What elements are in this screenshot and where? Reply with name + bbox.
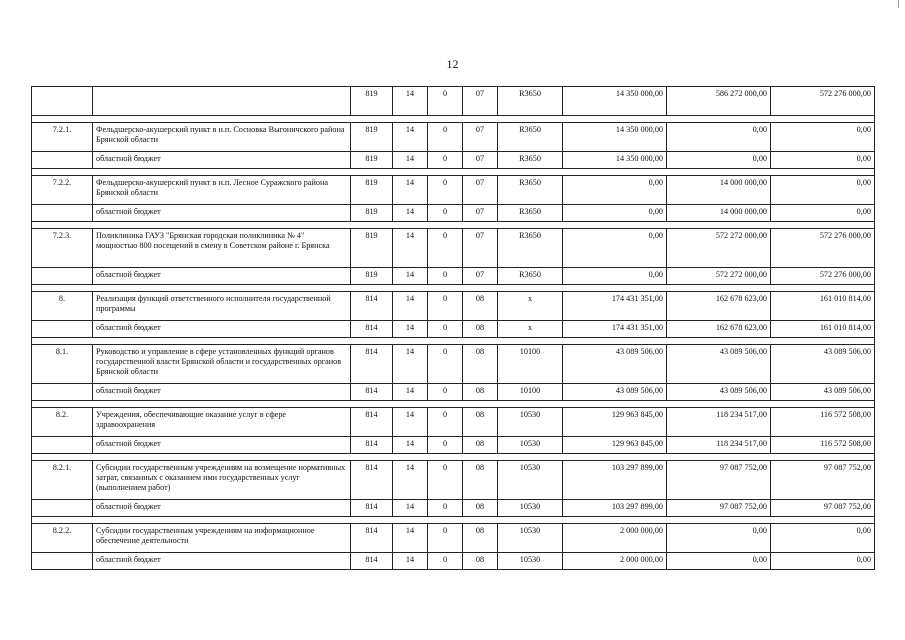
row-name-cell: областной бюджет bbox=[93, 321, 351, 338]
table-row bbox=[32, 87, 875, 116]
target-article-cell: R3650 bbox=[498, 205, 563, 222]
spacer-cell bbox=[563, 401, 667, 408]
spacer-cell bbox=[351, 401, 393, 408]
amount-year2-cell: 572 272 000,00 bbox=[667, 229, 771, 268]
spacer-cell bbox=[351, 116, 393, 123]
amount-year1-cell: 0,00 bbox=[563, 229, 667, 268]
amount-year3-cell: 43 089 506,00 bbox=[771, 345, 875, 384]
spacer-cell bbox=[428, 454, 463, 461]
row-name-cell: областной бюджет bbox=[93, 268, 351, 285]
spacer-cell bbox=[667, 454, 771, 461]
subsection-cell: 0 bbox=[428, 384, 463, 401]
amount-year2-cell: 572 272 000,00 bbox=[667, 268, 771, 285]
subprogram-cell: 08 bbox=[463, 408, 498, 437]
subsection-cell: 0 bbox=[428, 123, 463, 152]
spacer-cell bbox=[667, 401, 771, 408]
spacer-cell bbox=[393, 169, 428, 176]
row-name-cell: Фельдшерско-акушерский пункт в н.п. Сосновка Выгоничского района Брянской области bbox=[93, 123, 351, 152]
spacer-cell bbox=[393, 401, 428, 408]
amount-year3-cell: 572 276 000,00 bbox=[771, 268, 875, 285]
subsection-cell: 0 bbox=[428, 292, 463, 321]
target-article-cell: R3650 bbox=[498, 176, 563, 205]
target-article-cell: 10530 bbox=[498, 437, 563, 454]
budget-code-cell: 814 bbox=[351, 437, 393, 454]
section-cell: 14 bbox=[393, 524, 428, 553]
row-number-cell bbox=[32, 384, 93, 401]
spacer-cell bbox=[393, 454, 428, 461]
amount-year2-cell: 14 000 000,00 bbox=[667, 205, 771, 222]
target-article-cell: 10530 bbox=[498, 408, 563, 437]
spacer-cell bbox=[351, 454, 393, 461]
spacer-cell bbox=[32, 454, 93, 461]
spacer-cell bbox=[771, 338, 875, 345]
row-spacer bbox=[32, 338, 875, 345]
subsection-cell: 0 bbox=[428, 345, 463, 384]
amount-year3-cell: 43 089 506,00 bbox=[771, 384, 875, 401]
subprogram-cell: 08 bbox=[463, 292, 498, 321]
row-number-cell bbox=[32, 437, 93, 454]
subprogram-cell: 07 bbox=[463, 123, 498, 152]
spacer-cell bbox=[428, 401, 463, 408]
spacer-cell bbox=[463, 169, 498, 176]
budget-source-row bbox=[32, 384, 875, 401]
spacer-cell bbox=[498, 454, 563, 461]
row-name-cell: Руководство и управление в сфере установленных функций органов государственной власти Брянской области и государственных органов Брянской области bbox=[93, 345, 351, 384]
target-article-cell: 10100 bbox=[498, 345, 563, 384]
amount-year2-cell: 14 000 000,00 bbox=[667, 176, 771, 205]
row-number-cell bbox=[32, 87, 93, 116]
spacer-cell bbox=[93, 169, 351, 176]
budget-code-cell: 814 bbox=[351, 461, 393, 500]
row-name-cell: Субсидии государственным учреждениям на информационное обеспечение деятельности bbox=[93, 524, 351, 553]
spacer-cell bbox=[93, 517, 351, 524]
spacer-cell bbox=[563, 169, 667, 176]
page-number: 12 bbox=[446, 57, 459, 71]
subprogram-cell: 07 bbox=[463, 152, 498, 169]
spacer-cell bbox=[393, 285, 428, 292]
section-cell: 14 bbox=[393, 292, 428, 321]
subsection-cell: 0 bbox=[428, 321, 463, 338]
row-number-cell: 8.2. bbox=[32, 408, 93, 437]
subsection-cell: 0 bbox=[428, 176, 463, 205]
row-name-cell: Фельдшерско-акушерский пункт в н.п. Лесное Суражского района Брянской области bbox=[93, 176, 351, 205]
spacer-cell bbox=[93, 338, 351, 345]
amount-year1-cell: 174 431 351,00 bbox=[563, 292, 667, 321]
budget-table bbox=[31, 86, 875, 570]
spacer-cell bbox=[463, 116, 498, 123]
row-number-cell bbox=[32, 321, 93, 338]
spacer-cell bbox=[428, 169, 463, 176]
row-spacer bbox=[32, 222, 875, 229]
spacer-cell bbox=[93, 222, 351, 229]
table-row bbox=[32, 461, 875, 500]
spacer-cell bbox=[351, 517, 393, 524]
subprogram-cell: 07 bbox=[463, 229, 498, 268]
budget-code-cell: 819 bbox=[351, 205, 393, 222]
spacer-cell bbox=[351, 285, 393, 292]
budget-code-cell: 819 bbox=[351, 176, 393, 205]
budget-source-row bbox=[32, 321, 875, 338]
subsection-cell: 0 bbox=[428, 229, 463, 268]
section-cell: 14 bbox=[393, 268, 428, 285]
amount-year1-cell: 103 297 899,00 bbox=[563, 461, 667, 500]
spacer-cell bbox=[563, 517, 667, 524]
amount-year1-cell: 0,00 bbox=[563, 268, 667, 285]
spacer-cell bbox=[32, 338, 93, 345]
spacer-cell bbox=[393, 517, 428, 524]
spacer-cell bbox=[667, 338, 771, 345]
target-article-cell: 10530 bbox=[498, 500, 563, 517]
row-spacer bbox=[32, 517, 875, 524]
amount-year2-cell: 0,00 bbox=[667, 553, 771, 570]
spacer-cell bbox=[498, 517, 563, 524]
amount-year1-cell: 0,00 bbox=[563, 205, 667, 222]
row-number-cell bbox=[32, 553, 93, 570]
amount-year3-cell: 161 010 814,00 bbox=[771, 292, 875, 321]
subprogram-cell: 07 bbox=[463, 205, 498, 222]
row-name-cell: областной бюджет bbox=[93, 384, 351, 401]
section-cell: 14 bbox=[393, 205, 428, 222]
row-number-cell: 7.2.3. bbox=[32, 229, 93, 268]
spacer-cell bbox=[667, 116, 771, 123]
row-number-cell: 8. bbox=[32, 292, 93, 321]
spacer-cell bbox=[463, 338, 498, 345]
subsection-cell: 0 bbox=[428, 87, 463, 116]
spacer-cell bbox=[463, 285, 498, 292]
budget-code-cell: 814 bbox=[351, 345, 393, 384]
subsection-cell: 0 bbox=[428, 408, 463, 437]
amount-year1-cell: 174 431 351,00 bbox=[563, 321, 667, 338]
row-spacer bbox=[32, 401, 875, 408]
spacer-cell bbox=[667, 517, 771, 524]
row-name-cell: областной бюджет bbox=[93, 205, 351, 222]
budget-source-row bbox=[32, 268, 875, 285]
row-number-cell: 8.2.2. bbox=[32, 524, 93, 553]
spacer-cell bbox=[563, 454, 667, 461]
section-cell: 14 bbox=[393, 176, 428, 205]
target-article-cell: х bbox=[498, 321, 563, 338]
spacer-cell bbox=[32, 401, 93, 408]
table-row bbox=[32, 229, 875, 268]
amount-year3-cell: 0,00 bbox=[771, 123, 875, 152]
row-name-cell: областной бюджет bbox=[93, 152, 351, 169]
row-number-cell: 7.2.1. bbox=[32, 123, 93, 152]
table-row bbox=[32, 345, 875, 384]
spacer-cell bbox=[498, 116, 563, 123]
subprogram-cell: 07 bbox=[463, 176, 498, 205]
subsection-cell: 0 bbox=[428, 524, 463, 553]
spacer-cell bbox=[563, 222, 667, 229]
section-cell: 14 bbox=[393, 553, 428, 570]
budget-code-cell: 819 bbox=[351, 229, 393, 268]
spacer-cell bbox=[498, 401, 563, 408]
budget-code-cell: 819 bbox=[351, 123, 393, 152]
amount-year2-cell: 586 272 000,00 bbox=[667, 87, 771, 116]
table-row bbox=[32, 408, 875, 437]
amount-year1-cell: 14 350 000,00 bbox=[563, 123, 667, 152]
section-cell: 14 bbox=[393, 229, 428, 268]
amount-year3-cell: 0,00 bbox=[771, 553, 875, 570]
spacer-cell bbox=[498, 338, 563, 345]
spacer-cell bbox=[498, 169, 563, 176]
spacer-cell bbox=[463, 454, 498, 461]
row-name-cell bbox=[93, 87, 351, 116]
amount-year2-cell: 97 087 752,00 bbox=[667, 461, 771, 500]
amount-year3-cell: 0,00 bbox=[771, 152, 875, 169]
section-cell: 14 bbox=[393, 461, 428, 500]
amount-year3-cell: 97 087 752,00 bbox=[771, 461, 875, 500]
subsection-cell: 0 bbox=[428, 461, 463, 500]
subprogram-cell: 08 bbox=[463, 437, 498, 454]
row-name-cell: областной бюджет bbox=[93, 500, 351, 517]
spacer-cell bbox=[393, 338, 428, 345]
budget-code-cell: 819 bbox=[351, 152, 393, 169]
table-row bbox=[32, 176, 875, 205]
target-article-cell: R3650 bbox=[498, 87, 563, 116]
amount-year2-cell: 0,00 bbox=[667, 123, 771, 152]
row-number-cell bbox=[32, 500, 93, 517]
spacer-cell bbox=[32, 517, 93, 524]
spacer-cell bbox=[32, 222, 93, 229]
amount-year3-cell: 572 276 000,00 bbox=[771, 229, 875, 268]
row-spacer bbox=[32, 169, 875, 176]
section-cell: 14 bbox=[393, 384, 428, 401]
table-row bbox=[32, 292, 875, 321]
section-cell: 14 bbox=[393, 152, 428, 169]
scan-edge-mark bbox=[898, 0, 899, 8]
budget-code-cell: 814 bbox=[351, 292, 393, 321]
amount-year2-cell: 43 089 506,00 bbox=[667, 345, 771, 384]
amount-year1-cell: 129 963 845,00 bbox=[563, 408, 667, 437]
spacer-cell bbox=[32, 116, 93, 123]
subprogram-cell: 08 bbox=[463, 524, 498, 553]
row-name-cell: Учреждения, обеспечивающие оказание услуг в сфере здравоохранения bbox=[93, 408, 351, 437]
spacer-cell bbox=[93, 454, 351, 461]
subsection-cell: 0 bbox=[428, 205, 463, 222]
row-spacer bbox=[32, 285, 875, 292]
amount-year2-cell: 162 678 623,00 bbox=[667, 292, 771, 321]
amount-year2-cell: 0,00 bbox=[667, 524, 771, 553]
row-number-cell: 8.1. bbox=[32, 345, 93, 384]
amount-year2-cell: 97 087 752,00 bbox=[667, 500, 771, 517]
spacer-cell bbox=[463, 401, 498, 408]
section-cell: 14 bbox=[393, 437, 428, 454]
target-article-cell: R3650 bbox=[498, 123, 563, 152]
amount-year1-cell: 14 350 000,00 bbox=[563, 87, 667, 116]
amount-year1-cell: 43 089 506,00 bbox=[563, 345, 667, 384]
section-cell: 14 bbox=[393, 408, 428, 437]
row-name-cell: областной бюджет bbox=[93, 553, 351, 570]
row-number-cell: 7.2.2. bbox=[32, 176, 93, 205]
target-article-cell: R3650 bbox=[498, 152, 563, 169]
budget-source-row bbox=[32, 437, 875, 454]
amount-year1-cell: 43 089 506,00 bbox=[563, 384, 667, 401]
amount-year3-cell: 116 572 508,00 bbox=[771, 408, 875, 437]
target-article-cell: R3650 bbox=[498, 268, 563, 285]
spacer-cell bbox=[428, 338, 463, 345]
target-article-cell: х bbox=[498, 292, 563, 321]
spacer-cell bbox=[667, 169, 771, 176]
spacer-cell bbox=[771, 169, 875, 176]
spacer-cell bbox=[498, 222, 563, 229]
budget-code-cell: 814 bbox=[351, 321, 393, 338]
budget-code-cell: 819 bbox=[351, 268, 393, 285]
spacer-cell bbox=[428, 222, 463, 229]
amount-year1-cell: 0,00 bbox=[563, 176, 667, 205]
budget-code-cell: 814 bbox=[351, 384, 393, 401]
table-row bbox=[32, 123, 875, 152]
row-number-cell bbox=[32, 152, 93, 169]
spacer-cell bbox=[771, 517, 875, 524]
section-cell: 14 bbox=[393, 87, 428, 116]
spacer-cell bbox=[771, 401, 875, 408]
spacer-cell bbox=[93, 116, 351, 123]
spacer-cell bbox=[563, 285, 667, 292]
section-cell: 14 bbox=[393, 123, 428, 152]
spacer-cell bbox=[428, 285, 463, 292]
budget-source-row bbox=[32, 152, 875, 169]
row-number-cell bbox=[32, 205, 93, 222]
amount-year1-cell: 2 000 000,00 bbox=[563, 524, 667, 553]
row-name-cell: областной бюджет bbox=[93, 437, 351, 454]
row-spacer bbox=[32, 454, 875, 461]
row-number-cell: 8.2.1. bbox=[32, 461, 93, 500]
spacer-cell bbox=[428, 116, 463, 123]
subprogram-cell: 08 bbox=[463, 461, 498, 500]
amount-year3-cell: 161 010 814,00 bbox=[771, 321, 875, 338]
target-article-cell: 10530 bbox=[498, 553, 563, 570]
section-cell: 14 bbox=[393, 500, 428, 517]
subprogram-cell: 08 bbox=[463, 500, 498, 517]
table-row bbox=[32, 524, 875, 553]
section-cell: 14 bbox=[393, 345, 428, 384]
amount-year2-cell: 0,00 bbox=[667, 152, 771, 169]
amount-year3-cell: 97 087 752,00 bbox=[771, 500, 875, 517]
spacer-cell bbox=[393, 116, 428, 123]
spacer-cell bbox=[351, 222, 393, 229]
subsection-cell: 0 bbox=[428, 268, 463, 285]
amount-year3-cell: 116 572 508,00 bbox=[771, 437, 875, 454]
spacer-cell bbox=[563, 338, 667, 345]
spacer-cell bbox=[667, 222, 771, 229]
row-name-cell: Поликлиника ГАУЗ "Брянская городская поликлиника № 4" мощностью 800 посещений в смену в Советском районе г. Брянска bbox=[93, 229, 351, 268]
spacer-cell bbox=[667, 285, 771, 292]
spacer-cell bbox=[351, 169, 393, 176]
target-article-cell: R3650 bbox=[498, 229, 563, 268]
subprogram-cell: 08 bbox=[463, 384, 498, 401]
section-cell: 14 bbox=[393, 321, 428, 338]
spacer-cell bbox=[32, 285, 93, 292]
spacer-cell bbox=[463, 222, 498, 229]
subsection-cell: 0 bbox=[428, 500, 463, 517]
spacer-cell bbox=[771, 222, 875, 229]
amount-year1-cell: 129 963 845,00 bbox=[563, 437, 667, 454]
amount-year2-cell: 118 234 517,00 bbox=[667, 437, 771, 454]
amount-year3-cell: 0,00 bbox=[771, 176, 875, 205]
budget-source-row bbox=[32, 553, 875, 570]
spacer-cell bbox=[771, 116, 875, 123]
spacer-cell bbox=[32, 169, 93, 176]
spacer-cell bbox=[771, 285, 875, 292]
subprogram-cell: 07 bbox=[463, 268, 498, 285]
budget-code-cell: 814 bbox=[351, 408, 393, 437]
spacer-cell bbox=[563, 116, 667, 123]
amount-year1-cell: 2 000 000,00 bbox=[563, 553, 667, 570]
budget-code-cell: 814 bbox=[351, 500, 393, 517]
subprogram-cell: 08 bbox=[463, 321, 498, 338]
budget-code-cell: 819 bbox=[351, 87, 393, 116]
spacer-cell bbox=[393, 222, 428, 229]
amount-year1-cell: 103 297 899,00 bbox=[563, 500, 667, 517]
spacer-cell bbox=[498, 285, 563, 292]
amount-year3-cell: 0,00 bbox=[771, 205, 875, 222]
spacer-cell bbox=[771, 454, 875, 461]
budget-source-row bbox=[32, 500, 875, 517]
spacer-cell bbox=[463, 517, 498, 524]
spacer-cell bbox=[93, 285, 351, 292]
spacer-cell bbox=[93, 401, 351, 408]
target-article-cell: 10530 bbox=[498, 524, 563, 553]
subsection-cell: 0 bbox=[428, 152, 463, 169]
amount-year2-cell: 162 678 623,00 bbox=[667, 321, 771, 338]
budget-code-cell: 814 bbox=[351, 553, 393, 570]
subprogram-cell: 08 bbox=[463, 553, 498, 570]
row-number-cell bbox=[32, 268, 93, 285]
amount-year2-cell: 43 089 506,00 bbox=[667, 384, 771, 401]
row-name-cell: Субсидии государственным учреждениям на возмещение нормативных затрат, связанных с оказанием ими государственных услуг (выполнением работ) bbox=[93, 461, 351, 500]
subsection-cell: 0 bbox=[428, 437, 463, 454]
subprogram-cell: 07 bbox=[463, 87, 498, 116]
subprogram-cell: 08 bbox=[463, 345, 498, 384]
subsection-cell: 0 bbox=[428, 553, 463, 570]
target-article-cell: 10530 bbox=[498, 461, 563, 500]
amount-year3-cell: 0,00 bbox=[771, 524, 875, 553]
row-name-cell: Реализация функций ответственного исполнителя государственной программы bbox=[93, 292, 351, 321]
budget-source-row bbox=[32, 205, 875, 222]
amount-year3-cell: 572 276 000,00 bbox=[771, 87, 875, 116]
row-spacer bbox=[32, 116, 875, 123]
spacer-cell bbox=[428, 517, 463, 524]
spacer-cell bbox=[351, 338, 393, 345]
target-article-cell: 10100 bbox=[498, 384, 563, 401]
amount-year1-cell: 14 350 000,00 bbox=[563, 152, 667, 169]
budget-code-cell: 814 bbox=[351, 524, 393, 553]
amount-year2-cell: 118 234 517,00 bbox=[667, 408, 771, 437]
